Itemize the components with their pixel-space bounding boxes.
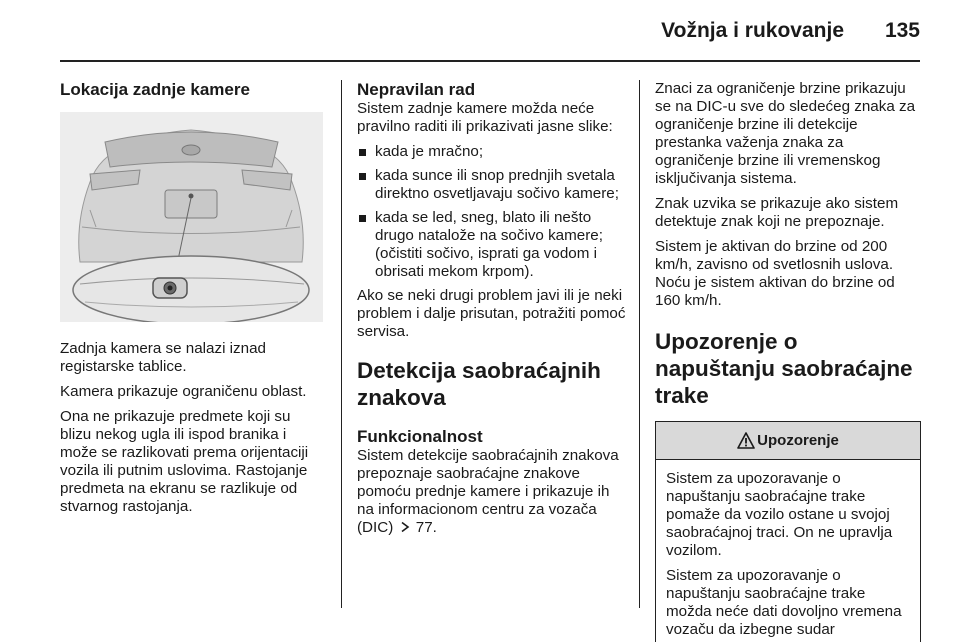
exclamation-sign-text: Znak uzvika se prikazuje ako sistem detektuje znak koji ne prepoznaje.	[655, 195, 899, 230]
list-item: kada je mračno;	[357, 143, 627, 161]
column-3	[655, 80, 921, 642]
sub-heading-functionality: Funkcionalnost	[357, 427, 483, 446]
list-item: kada sunce ili snop prednjih svetala direktno osvetljavaju sočivo kamere;	[357, 167, 627, 203]
column-divider-1	[341, 80, 342, 608]
warning-header	[656, 422, 920, 460]
warning-text-2: Sistem za upozoravanje o napuštanju saobraćajne trake možda neće dati dovoljno vremena vozaču da izbegne sudar	[666, 567, 902, 638]
speed-sign-display-text: Znaci za ograničenje brzine prikazuju se na DIC-u sve do sledećeg znaka za ograničenje brzine ili detekcije prestanka važenja znaka za ograničenje brzine ili vremenskog isključivanja sistema.	[655, 80, 916, 187]
list-item: kada se led, sneg, blato ili nešto drugo natalože na sočivo kamere; (očistiti sočivo, isprati ga vodom i obrisati mekom krpom).	[357, 209, 627, 281]
malfunction-intro: Sistem zadnje kamere možda neće pravilno raditi ili prikazivati jasne slike:	[357, 100, 613, 135]
bullet-square-icon	[359, 173, 366, 180]
header-rule	[60, 60, 920, 62]
page-reference-arrow-icon	[399, 521, 411, 533]
camera-area-text: Kamera prikazuje ograničenu oblast.	[60, 383, 307, 400]
section-heading-camera-location: Lokacija zadnje kamere	[60, 80, 250, 99]
chapter-title: Vožnja i rukovanje	[661, 19, 844, 42]
rear-camera-figure	[60, 112, 323, 322]
page-reference-link[interactable]: 77.	[415, 519, 437, 536]
warning-body	[656, 460, 920, 639]
bullet-square-icon	[359, 149, 366, 156]
camera-limitations-text: Ona ne prikazuje predmete koji su blizu nekog ugla ili ispod branika i može se razlikovati prema orijentaciji vozila ili putnim uslovima. Rastojanje predmeta na ekranu se razlikuje od stvarnog rastojanja.	[60, 408, 309, 515]
warning-title: Upozorenje	[757, 431, 839, 449]
section-heading-malfunction: Nepravilan rad	[357, 80, 476, 99]
camera-location-text: Zadnja kamera se nalazi iznad registarske tablice.	[60, 340, 266, 375]
warning-box	[655, 421, 921, 642]
warning-triangle-icon	[737, 432, 755, 449]
system-speed-range-text: Sistem je aktivan do brzine od 200 km/h, zavisno od svetlosnih uslova. Noću je sistem aktivan do brzine od 160 km/h.	[655, 238, 895, 309]
functionality-text: Sistem detekcije saobraćajnih znakova prepoznaje saobraćajne znakove pomoću prednje kamere i prikazuje ih na informacionom centru za vozača (DIC) 77.	[357, 447, 619, 536]
bullet-square-icon	[359, 215, 366, 222]
column-1	[60, 80, 325, 516]
page-header	[0, 0, 960, 60]
page-number: 135	[884, 19, 920, 42]
malfunction-list	[357, 143, 627, 281]
column-2	[357, 80, 627, 537]
section-heading-traffic-sign-detection: Detekcija saobraćajnih znakova	[357, 358, 601, 410]
column-divider-2	[639, 80, 640, 608]
section-heading-lane-departure-warning: Upozorenje o napuštanju saobraćajne trake	[655, 329, 913, 408]
rear-camera-illustration	[60, 112, 323, 322]
service-advice-text: Ako se neki drugi problem javi ili je neki problem i dalje prisutan, potražiti pomoć servisa.	[357, 287, 626, 340]
warning-text-1: Sistem za upozoravanje o napuštanju saobraćajne trake pomaže da vozilo ostane u svojoj saobraćajnoj traci. On ne upravlja vozilom.	[666, 470, 893, 559]
